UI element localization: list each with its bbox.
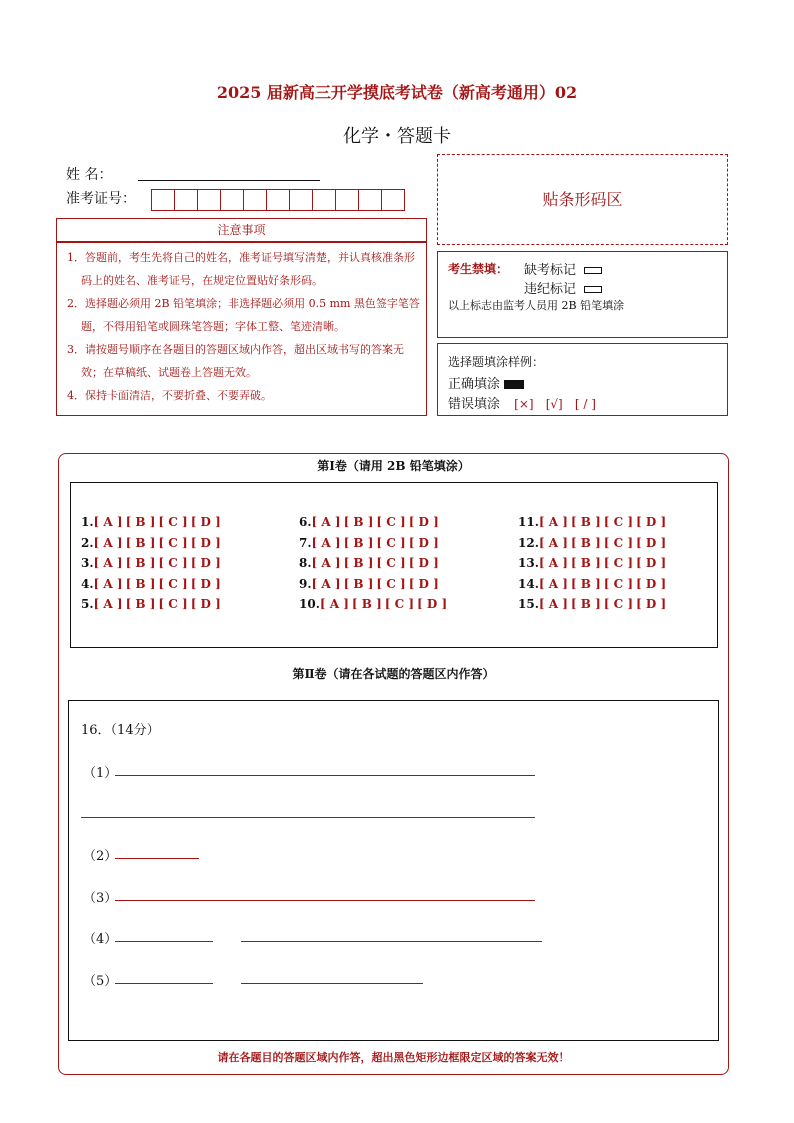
mc-option-bubble[interactable]: [ B ]: [343, 515, 374, 529]
subpart-4-label: （4）: [83, 932, 118, 947]
absent-mark-box[interactable]: [584, 267, 602, 274]
notice-item: 3．请按题号顺序在各题目的答题区域内作答，超出区域书写的答案无效；在草稿纸、试题卷上答题无效。: [67, 343, 404, 379]
absent-mark-row: [524, 259, 602, 278]
mc-option-bubble[interactable]: [ D ]: [190, 556, 221, 570]
q16-answer-box: [68, 700, 719, 1041]
mc-option-bubble[interactable]: [ A ]: [311, 515, 341, 529]
name-label: 姓 名：: [66, 167, 113, 183]
mc-question-row: [299, 553, 450, 574]
violation-mark-box[interactable]: [584, 286, 602, 293]
mc-question-number: 2.: [81, 535, 94, 550]
notice-item: 4．保持卡面清洁，不要折叠、不要弄破。: [67, 389, 272, 402]
subpart-3-line[interactable]: [115, 900, 535, 901]
wrong-mark-check: [√]: [545, 397, 563, 411]
mc-question-number: 5.: [81, 597, 94, 611]
wrong-label: 错误填涂: [448, 397, 501, 412]
mc-column: [81, 512, 224, 615]
mc-option-bubble[interactable]: [ A ]: [93, 597, 123, 611]
mc-option-bubble[interactable]: [ D ]: [190, 515, 221, 529]
subpart-2-line[interactable]: [115, 858, 199, 859]
barcode-label: 贴条形码区: [542, 190, 623, 209]
exam-id-boxes[interactable]: [152, 189, 405, 211]
mc-option-bubble[interactable]: [ C ]: [376, 556, 406, 570]
wrong-sample-row: [448, 393, 596, 412]
mc-option-bubble[interactable]: [ A ]: [538, 576, 568, 591]
mc-option-bubble[interactable]: [ C ]: [603, 535, 634, 550]
subpart-4-line-a[interactable]: [115, 941, 213, 942]
mc-column: [299, 512, 450, 615]
mc-question-row: [299, 594, 450, 615]
mc-question-row: [81, 512, 224, 533]
notice-heading-box: [56, 218, 427, 242]
mc-option-bubble[interactable]: [ D ]: [408, 515, 439, 529]
mc-option-bubble[interactable]: [ B ]: [125, 597, 156, 611]
mc-option-bubble[interactable]: [ B ]: [125, 515, 156, 529]
id-digit-box[interactable]: [174, 189, 198, 211]
id-digit-box[interactable]: [266, 189, 290, 211]
mc-option-bubble[interactable]: [ B ]: [570, 576, 601, 591]
sample-box: [437, 343, 728, 416]
mc-question-number: 15.: [518, 597, 539, 611]
correct-sample-row: [448, 373, 524, 392]
mc-question-row: [518, 533, 669, 554]
notice-heading: 注意事项: [217, 223, 266, 237]
barcode-area: [437, 154, 728, 245]
subpart-1-line-b[interactable]: [81, 817, 535, 818]
mc-option-bubble[interactable]: [ B ]: [570, 597, 601, 611]
mc-option-bubble[interactable]: [ C ]: [603, 556, 634, 570]
filled-mark-sample: [504, 380, 524, 389]
part1-title: 第Ⅰ卷（请用 2B 铅笔填涂）: [317, 459, 470, 473]
id-digit-box[interactable]: [197, 189, 221, 211]
mc-question-number: 4.: [81, 576, 94, 591]
violation-label: 违纪标记: [524, 282, 577, 297]
sample-title: 选择题填涂样例：: [448, 355, 545, 369]
mc-option-bubble[interactable]: [ D ]: [636, 556, 667, 570]
mc-option-bubble[interactable]: [ D ]: [636, 515, 667, 529]
mc-question-row: [299, 533, 450, 554]
forbidden-note: 以上标志由监考人员用 2B 铅笔填涂: [448, 299, 625, 312]
mc-option-bubble[interactable]: [ A ]: [311, 576, 341, 591]
mc-question-number: 8.: [299, 556, 312, 570]
mc-option-bubble[interactable]: [ B ]: [125, 576, 156, 591]
subpart-5-line-b[interactable]: [241, 983, 423, 984]
id-digit-box[interactable]: [358, 189, 382, 211]
mc-option-bubble[interactable]: [ A ]: [538, 535, 568, 550]
mc-option-bubble[interactable]: [ D ]: [190, 597, 221, 611]
mc-option-bubble[interactable]: [ D ]: [408, 556, 439, 570]
mc-option-bubble[interactable]: [ D ]: [190, 576, 221, 591]
id-digit-box[interactable]: [220, 189, 244, 211]
mc-option-bubble[interactable]: [ A ]: [93, 515, 123, 529]
mc-option-bubble[interactable]: [ C ]: [376, 535, 406, 550]
mc-question-number: 9.: [299, 576, 312, 591]
mc-option-bubble[interactable]: [ B ]: [570, 515, 601, 529]
id-digit-box[interactable]: [335, 189, 359, 211]
mc-question-row: [81, 594, 224, 615]
mc-question-row: [518, 594, 669, 615]
part2-title: 第Ⅱ卷（请在各试题的答题区内作答）: [292, 667, 495, 681]
mc-question-number: 10.: [299, 597, 320, 611]
subpart-1-line-a[interactable]: [115, 775, 535, 776]
mc-option-bubble[interactable]: [ A ]: [93, 556, 123, 570]
mc-question-row: [81, 533, 224, 554]
mc-option-bubble[interactable]: [ D ]: [417, 597, 448, 611]
id-digit-box[interactable]: [312, 189, 336, 211]
mc-option-bubble[interactable]: [ D ]: [636, 535, 667, 550]
mc-question-row: [518, 574, 669, 595]
mc-option-bubble[interactable]: [ D ]: [190, 535, 221, 550]
mc-option-bubble[interactable]: [ B ]: [343, 576, 374, 591]
mc-option-bubble[interactable]: [ D ]: [408, 535, 439, 550]
forbidden-label: 考生禁填：: [448, 262, 509, 276]
mc-option-bubble[interactable]: [ C ]: [603, 576, 634, 591]
id-digit-box[interactable]: [243, 189, 267, 211]
violation-mark-row: [524, 278, 602, 297]
mc-option-bubble[interactable]: [ B ]: [343, 535, 374, 550]
mc-option-bubble[interactable]: [ C ]: [376, 515, 406, 529]
footer-warning: 请在各题目的答题区域内作答，超出黑色矩形边框限定区域的答案无效！: [217, 1051, 570, 1064]
notice-item: 1．答题前，考生先将自己的姓名，准考证号填写清楚，并认真核准条形码上的姓名、准考证号，在规定位置贴好条形码。: [67, 251, 415, 287]
mc-question-row: [81, 574, 224, 595]
mc-option-bubble[interactable]: [ B ]: [570, 556, 601, 570]
mc-option-bubble[interactable]: [ A ]: [538, 556, 568, 570]
mc-question-number: 1.: [81, 515, 94, 529]
mc-option-bubble[interactable]: [ C ]: [158, 515, 188, 529]
mc-option-bubble[interactable]: [ A ]: [538, 515, 568, 529]
mc-option-bubble[interactable]: [ D ]: [636, 576, 667, 591]
mc-question-row: [518, 512, 669, 533]
id-digit-box[interactable]: [381, 189, 405, 211]
q16-heading: 16．（14分）: [81, 723, 160, 738]
notice-box: [56, 242, 427, 416]
mc-option-bubble[interactable]: [ C ]: [603, 515, 634, 529]
mc-column: [518, 512, 669, 615]
mc-question-number: 7.: [299, 535, 312, 550]
mc-question-number: 14.: [518, 576, 539, 591]
mc-option-bubble[interactable]: [ B ]: [343, 556, 374, 570]
mc-question-number: 13.: [518, 556, 539, 570]
mc-option-bubble[interactable]: [ A ]: [538, 597, 568, 611]
id-digit-box[interactable]: [151, 189, 175, 211]
mc-option-bubble[interactable]: [ C ]: [158, 556, 188, 570]
absent-label: 缺考标记: [524, 263, 577, 278]
wrong-mark-slash: [ / ]: [574, 397, 596, 411]
id-digit-box[interactable]: [289, 189, 313, 211]
mc-option-bubble[interactable]: [ A ]: [311, 556, 341, 570]
mc-question-row: [299, 512, 450, 533]
name-field[interactable]: [138, 180, 320, 181]
subpart-5-line-a[interactable]: [115, 983, 213, 984]
mc-option-bubble[interactable]: [ C ]: [603, 597, 634, 611]
mc-option-bubble[interactable]: [ A ]: [93, 535, 123, 550]
subpart-2-label: （2）: [83, 849, 118, 864]
mc-option-bubble[interactable]: [ C ]: [158, 535, 188, 550]
subpart-1-label: （1）: [83, 766, 118, 781]
correct-label: 正确填涂: [448, 377, 501, 392]
forbidden-box: [437, 251, 728, 338]
mc-option-bubble[interactable]: [ C ]: [158, 597, 188, 611]
mc-option-bubble[interactable]: [ C ]: [158, 576, 188, 591]
mc-option-bubble[interactable]: [ D ]: [636, 597, 667, 611]
mc-question-number: 11.: [518, 515, 539, 529]
mc-option-bubble[interactable]: [ B ]: [351, 597, 382, 611]
subpart-4-line-b[interactable]: [241, 941, 542, 942]
mc-question-row: [299, 574, 450, 595]
mc-option-bubble[interactable]: [ B ]: [125, 556, 156, 570]
mc-option-bubble[interactable]: [ C ]: [384, 597, 415, 611]
mc-question-number: 6.: [299, 515, 312, 529]
notice-list: [61, 246, 422, 407]
mc-option-bubble[interactable]: [ A ]: [319, 597, 349, 611]
mc-option-bubble[interactable]: [ C ]: [376, 576, 406, 591]
card-subtitle: 化学・答题卡: [343, 126, 451, 147]
wrong-mark-cross: [×]: [514, 397, 534, 411]
mc-option-bubble[interactable]: [ A ]: [311, 535, 341, 550]
mc-question-row: [81, 553, 224, 574]
mc-option-bubble[interactable]: [ A ]: [93, 576, 123, 591]
mc-answer-box: [70, 482, 718, 648]
subpart-3-label: （3）: [83, 891, 118, 906]
exam-id-label: 准考证号：: [66, 191, 136, 207]
exam-title: 2025 届新高三开学摸底考试卷（新高考通用）02: [216, 83, 578, 102]
notice-item: 2．选择题必须用 2B 铅笔填涂；非选择题必须用 0.5 mm 黑色签字笔答题，不得用铅笔或圆珠笔答题；字体工整、笔迹清晰。: [67, 297, 420, 333]
mc-question-row: [518, 553, 669, 574]
mc-option-bubble[interactable]: [ B ]: [125, 535, 156, 550]
subpart-5-label: （5）: [83, 974, 118, 989]
mc-question-number: 12.: [518, 535, 539, 550]
mc-option-bubble[interactable]: [ D ]: [408, 576, 439, 591]
mc-question-number: 3.: [81, 556, 94, 570]
mc-option-bubble[interactable]: [ B ]: [570, 535, 601, 550]
